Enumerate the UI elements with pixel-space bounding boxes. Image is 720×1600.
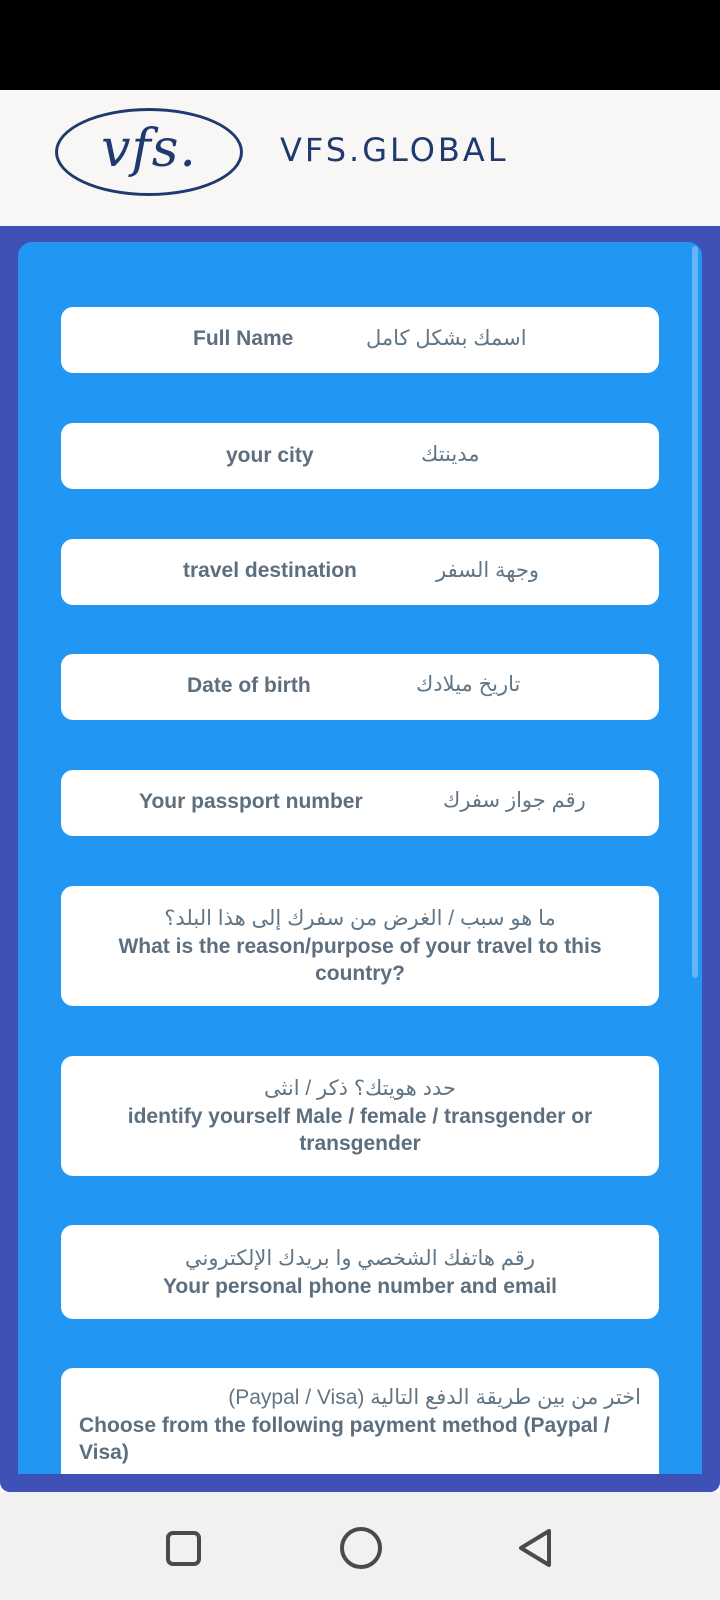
field-label-en: What is the reason/purpose of your travel to this country? bbox=[118, 935, 602, 985]
field-label-ar: ما هو سبب / الغرض من سفرك إلى هذا البلد؟ bbox=[164, 907, 556, 930]
field-label-ar: حدد هويتك؟ ذكر / انثى bbox=[264, 1077, 456, 1100]
gender-field[interactable] bbox=[61, 1056, 659, 1176]
date-of-birth-field[interactable] bbox=[61, 654, 659, 720]
vfs-logo bbox=[55, 108, 243, 196]
field-label-ar: اختر من بين طريقة الدفع التالية (Paypal / Visa) bbox=[228, 1386, 641, 1409]
field-label-ar: تاريخ ميلادك bbox=[416, 673, 521, 696]
app-header bbox=[0, 90, 720, 226]
field-label-en: Your passport number bbox=[139, 790, 363, 813]
field-label-en: travel destination bbox=[183, 559, 357, 582]
field-label-ar: رقم هاتفك الشخصي وا بريدك الإلكتروني bbox=[184, 1246, 535, 1270]
city-field[interactable] bbox=[61, 423, 659, 489]
back-icon[interactable] bbox=[515, 1527, 555, 1569]
field-label-en: Date of birth bbox=[187, 674, 311, 697]
field-label-en: Your personal phone number and email bbox=[162, 1274, 557, 1298]
form-panel[interactable] bbox=[18, 242, 702, 1474]
travel-destination-field[interactable] bbox=[61, 539, 659, 605]
navigation-bar bbox=[0, 1492, 720, 1600]
recents-icon[interactable] bbox=[166, 1531, 201, 1566]
field-label-ar: رقم جواز سفرك bbox=[443, 789, 586, 812]
scrollbar-thumb[interactable] bbox=[692, 246, 698, 978]
phone-email-field[interactable] bbox=[61, 1225, 659, 1319]
payment-method-field[interactable] bbox=[61, 1368, 659, 1474]
full-name-field[interactable] bbox=[61, 307, 659, 373]
brand-name: VFS.GLOBAL bbox=[280, 131, 509, 169]
field-label-ar: اسمك بشكل كامل bbox=[366, 327, 527, 350]
field-label-ar: مدينتك bbox=[421, 443, 480, 466]
field-label-en: your city bbox=[226, 444, 314, 467]
logo-mark: vfs. bbox=[101, 119, 197, 179]
form-frame bbox=[0, 226, 720, 1492]
field-label-ar: وجهة السفر bbox=[436, 559, 540, 582]
status-bar bbox=[0, 0, 720, 90]
field-label-en: Full Name bbox=[193, 327, 294, 350]
passport-number-field[interactable] bbox=[61, 770, 659, 836]
field-label-en: identify yourself Male / female / transgender or transgender bbox=[127, 1105, 593, 1155]
travel-purpose-field[interactable] bbox=[61, 886, 659, 1006]
field-label-en: Choose from the following payment method (Paypal / Visa) bbox=[79, 1414, 610, 1464]
home-icon[interactable] bbox=[340, 1527, 382, 1569]
